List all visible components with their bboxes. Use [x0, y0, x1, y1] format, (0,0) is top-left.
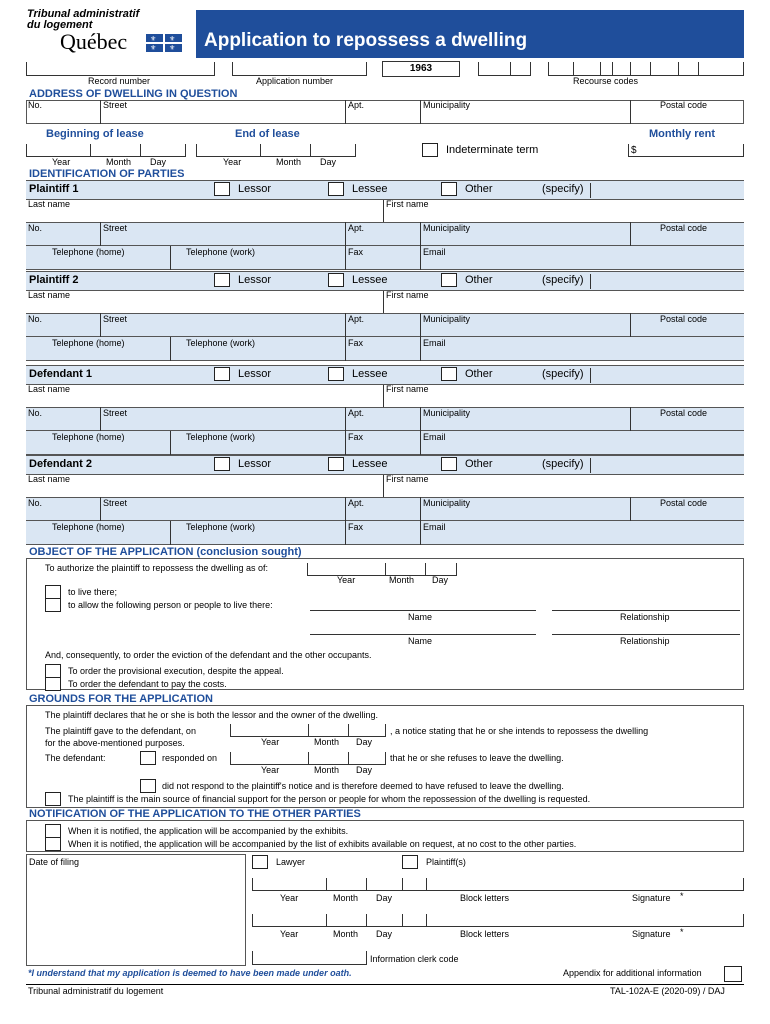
sig1-star: * — [680, 891, 684, 901]
party-4-title: Defendant 2 — [29, 458, 92, 470]
party-1-first-name-label: First name — [386, 199, 429, 209]
financial-support-label: The plaintiff is the main source of financial support for the person or people for whom the repossession of the dwelling is requested. — [68, 794, 591, 804]
form-number-box — [382, 61, 460, 77]
party-1-lessor-label: Lessor — [238, 183, 272, 195]
sig1-block-letters-label: Block letters — [460, 893, 510, 903]
party-3-last-name-label: Last name — [28, 384, 71, 394]
party-2-apt-label: Apt. — [348, 314, 365, 324]
party-2-phone-row[interactable] — [26, 337, 744, 361]
appendix-checkbox[interactable] — [724, 966, 742, 982]
party-2-title: Plaintiff 2 — [29, 274, 79, 286]
lawyer-label: Lawyer — [276, 857, 306, 867]
lease-begin-year: Year — [52, 157, 71, 167]
party-2-fax-label: Fax — [348, 338, 364, 348]
address-municipality-label: Municipality — [423, 100, 471, 110]
plaintiffs-checkbox[interactable] — [402, 855, 418, 869]
party-1-fax-label: Fax — [348, 247, 364, 257]
party-3-no-label: No. — [28, 408, 43, 418]
relationship-label-2: Relationship — [620, 636, 670, 646]
party-1-specify-label: (specify) — [542, 183, 584, 195]
party-2-email-label: Email — [423, 338, 446, 348]
indeterminate-term-label: Indeterminate term — [446, 144, 539, 156]
date-of-filing-box[interactable] — [26, 854, 246, 966]
party-4-other-checkbox[interactable] — [441, 457, 457, 471]
monthly-rent-label: Monthly rent — [649, 128, 715, 140]
gave-text-2: for the above-mentioned purposes. — [45, 738, 185, 748]
party-4-lessor-label: Lessor — [238, 458, 272, 470]
clerk-code-label: Information clerk code — [370, 954, 459, 964]
did-not-respond-checkbox[interactable] — [140, 779, 156, 793]
notice-text: , a notice stating that he or she intends to repossess the dwelling — [390, 726, 649, 736]
responded-year-label: Year — [261, 765, 280, 775]
party-4-municipality-label: Municipality — [423, 498, 471, 508]
party-1-no-label: No. — [28, 223, 43, 233]
party-2-other-label: Other — [465, 274, 493, 286]
party-1-street-label: Street — [103, 223, 128, 233]
gave-text-1: The plaintiff gave to the defendant, on — [45, 726, 196, 736]
party-1-tel-work-label: Telephone (work) — [186, 247, 256, 257]
exhibits-list-label: When it is notified, the application will be accompanied by the list of exhibits available on request, at no cost to the other parties. — [68, 839, 577, 849]
party-2-postal-label: Postal code — [660, 314, 708, 324]
gave-day-label: Day — [356, 737, 373, 747]
gave-year-label: Year — [261, 737, 280, 747]
party-2-other-checkbox[interactable] — [441, 273, 457, 287]
party-4-lessor-checkbox[interactable] — [214, 457, 230, 471]
responded-month-label: Month — [314, 765, 340, 775]
lease-begin-day: Day — [150, 157, 167, 167]
section-object-heading: OBJECT OF THE APPLICATION (conclusion sought) — [29, 546, 302, 558]
party-3-municipality-label: Municipality — [423, 408, 471, 418]
party-2-lessor-label: Lessor — [238, 274, 272, 286]
party-4-phone-row[interactable] — [26, 521, 744, 545]
party-3-name-row[interactable] — [26, 385, 744, 407]
pay-costs-checkbox[interactable] — [45, 677, 61, 691]
section-identification-heading: IDENTIFICATION OF PARTIES — [29, 168, 185, 180]
declares-text: The plaintiff declares that he or she is both the lessor and the owner of the dwelling. — [45, 710, 379, 720]
oath-note: *I understand that my application is deemed to have been made under oath. — [28, 968, 352, 978]
authorize-text: To authorize the plaintiff to repossess the dwelling as of: — [45, 563, 268, 573]
application-number-label: Application number — [256, 76, 334, 86]
provisional-execution-label: To order the provisional execution, despite the appeal. — [68, 666, 284, 676]
party-4-tel-work-label: Telephone (work) — [186, 522, 256, 532]
indeterminate-term-checkbox[interactable] — [422, 143, 438, 157]
section-grounds-heading: GROUNDS FOR THE APPLICATION — [29, 693, 213, 705]
address-no-label: No. — [28, 100, 43, 110]
authorize-month-label: Month — [389, 575, 415, 585]
party-2-tel-home-label: Telephone (home) — [52, 338, 125, 348]
party-3-address-row[interactable] — [26, 407, 744, 431]
rent-dollar-sign: $ — [631, 145, 637, 156]
party-4-fax-label: Fax — [348, 522, 364, 532]
party-3-other-checkbox[interactable] — [441, 367, 457, 381]
party-3-street-label: Street — [103, 408, 128, 418]
sig2-block-letters-label: Block letters — [460, 929, 510, 939]
name-label-2: Name — [408, 636, 433, 646]
party-3-lessee-checkbox[interactable] — [328, 367, 344, 381]
party-2-street-label: Street — [103, 314, 128, 324]
pay-costs-label: To order the defendant to pay the costs. — [68, 679, 227, 689]
party-4-email-label: Email — [423, 522, 446, 532]
party-4-lessee-checkbox[interactable] — [328, 457, 344, 471]
party-1-other-checkbox[interactable] — [441, 182, 457, 196]
party-1-phone-row[interactable] — [26, 246, 744, 270]
party-1-lessor-checkbox[interactable] — [214, 182, 230, 196]
address-apt-label: Apt. — [348, 100, 365, 110]
party-2-lessee-label: Lessee — [352, 274, 388, 286]
party-4-other-label: Other — [465, 458, 493, 470]
party-2-first-name-label: First name — [386, 290, 429, 300]
sig1-day-label: Day — [376, 893, 393, 903]
live-there-label: to live there; — [68, 587, 118, 597]
exhibits-list-checkbox[interactable] — [45, 837, 61, 851]
party-4-specify-label: (specify) — [542, 458, 584, 470]
party-4-address-row[interactable] — [26, 497, 744, 521]
party-1-other-label: Other — [465, 183, 493, 195]
end-of-lease-label: End of lease — [235, 128, 300, 140]
sig1-year-label: Year — [280, 893, 299, 903]
party-2-last-name-label: Last name — [28, 290, 71, 300]
party-2-address-row[interactable] — [26, 313, 744, 337]
org-name-line2: du logement — [27, 19, 93, 31]
party-3-lessor-checkbox[interactable] — [214, 367, 230, 381]
party-1-municipality-label: Municipality — [423, 223, 471, 233]
appendix-label: Appendix for additional information — [563, 968, 702, 978]
org-name-line1: Tribunal administratif — [27, 8, 140, 20]
refuses-text: that he or she refuses to leave the dwelling. — [390, 753, 564, 763]
section-notification-heading: NOTIFICATION OF THE APPLICATION TO THE OTHER PARTIES — [29, 808, 361, 820]
quebec-logo-text: Québec — [60, 29, 128, 54]
party-3-title: Defendant 1 — [29, 368, 92, 380]
party-3-tel-work-label: Telephone (work) — [186, 432, 256, 442]
allow-people-label: to allow the following person or people to live there: — [68, 600, 273, 610]
financial-support-checkbox[interactable] — [45, 792, 61, 806]
plaintiffs-label: Plaintiff(s) — [426, 857, 466, 867]
quebec-flag-icon: ⚜ ⚜ ⚜ ⚜ — [146, 34, 182, 52]
lease-end-year: Year — [223, 157, 242, 167]
date-of-filing-label: Date of filing — [29, 857, 80, 867]
sig2-year-label: Year — [280, 929, 299, 939]
party-3-email-label: Email — [423, 432, 446, 442]
party-3-lessee-label: Lessee — [352, 368, 388, 380]
party-1-postal-label: Postal code — [660, 223, 708, 233]
lease-end-day: Day — [320, 157, 337, 167]
party-2-municipality-label: Municipality — [423, 314, 471, 324]
party-3-fax-label: Fax — [348, 432, 364, 442]
party-1-apt-label: Apt. — [348, 223, 365, 233]
relationship-label-1: Relationship — [620, 612, 670, 622]
sig2-day-label: Day — [376, 929, 393, 939]
authorize-year-label: Year — [337, 575, 356, 585]
lease-end-month: Month — [276, 157, 302, 167]
party-4-first-name-label: First name — [386, 474, 429, 484]
record-number-label: Record number — [88, 76, 151, 86]
party-2-tel-work-label: Telephone (work) — [186, 338, 256, 348]
party-3-lessor-label: Lessor — [238, 368, 272, 380]
sig1-month-label: Month — [333, 893, 359, 903]
party-1-last-name-label: Last name — [28, 199, 71, 209]
footer-form-code: TAL-102A-E (2020-09) / DAJ — [610, 986, 725, 996]
name-label-1: Name — [408, 612, 433, 622]
party-2-lessee-checkbox[interactable] — [328, 273, 344, 287]
party-2-no-label: No. — [28, 314, 43, 324]
party-2-specify-label: (specify) — [542, 274, 584, 286]
party-3-apt-label: Apt. — [348, 408, 365, 418]
page-title: Application to repossess a dwelling — [204, 30, 528, 51]
party-4-name-row[interactable] — [26, 475, 744, 497]
party-4-apt-label: Apt. — [348, 498, 365, 508]
gave-month-label: Month — [314, 737, 340, 747]
party-1-lessee-label: Lessee — [352, 183, 388, 195]
party-2-lessor-checkbox[interactable] — [214, 273, 230, 287]
recourse-codes-label: Recourse codes — [573, 76, 639, 86]
party-4-street-label: Street — [103, 498, 128, 508]
form-number: 1963 — [409, 63, 433, 74]
title-bar — [196, 10, 744, 58]
eviction-text: And, consequently, to order the eviction of the defendant and the other occupants. — [45, 650, 372, 660]
lawyer-checkbox[interactable] — [252, 855, 268, 869]
exhibits-label: When it is notified, the application will be accompanied by the exhibits. — [68, 826, 349, 836]
sig1-signature-label: Signature — [632, 893, 671, 903]
party-4-lessee-label: Lessee — [352, 458, 388, 470]
section-address-heading: ADDRESS OF DWELLING IN QUESTION — [29, 88, 238, 100]
party-3-first-name-label: First name — [386, 384, 429, 394]
party-3-other-label: Other — [465, 368, 493, 380]
party-1-lessee-checkbox[interactable] — [328, 182, 344, 196]
authorize-day-label: Day — [432, 575, 449, 585]
sig2-signature-label: Signature — [632, 929, 671, 939]
party-1-title: Plaintiff 1 — [29, 183, 79, 195]
party-3-specify-label: (specify) — [542, 368, 584, 380]
party-1-tel-home-label: Telephone (home) — [52, 247, 125, 257]
responded-label: responded on — [162, 753, 218, 763]
party-4-no-label: No. — [28, 498, 43, 508]
address-street-label: Street — [103, 100, 128, 110]
did-not-respond-label: did not respond to the plaintiff's notice and is therefore deemed to have refused to leave the dwelling. — [162, 781, 564, 791]
party-2-name-row[interactable] — [26, 291, 744, 313]
party-3-tel-home-label: Telephone (home) — [52, 432, 125, 442]
party-4-postal-label: Postal code — [660, 498, 708, 508]
party-1-email-label: Email — [423, 247, 446, 257]
party-3-phone-row[interactable] — [26, 431, 744, 455]
allow-people-checkbox[interactable] — [45, 598, 61, 612]
footer-org: Tribunal administratif du logement — [28, 986, 164, 996]
sig2-month-label: Month — [333, 929, 359, 939]
defendant-label: The defendant: — [45, 753, 106, 763]
address-postal-label: Postal code — [660, 100, 708, 110]
beginning-of-lease-label: Beginning of lease — [46, 128, 144, 140]
party-1-name-row[interactable] — [26, 200, 744, 222]
sig2-star: * — [680, 927, 684, 937]
party-3-postal-label: Postal code — [660, 408, 708, 418]
lease-begin-month: Month — [106, 157, 132, 167]
party-1-address-row[interactable] — [26, 222, 744, 246]
responded-checkbox[interactable] — [140, 751, 156, 765]
responded-day-label: Day — [356, 765, 373, 775]
provisional-execution-checkbox[interactable] — [45, 664, 61, 678]
exhibits-checkbox[interactable] — [45, 824, 61, 838]
address-row[interactable] — [26, 100, 744, 124]
live-there-checkbox[interactable] — [45, 585, 61, 599]
party-4-tel-home-label: Telephone (home) — [52, 522, 125, 532]
party-4-last-name-label: Last name — [28, 474, 71, 484]
